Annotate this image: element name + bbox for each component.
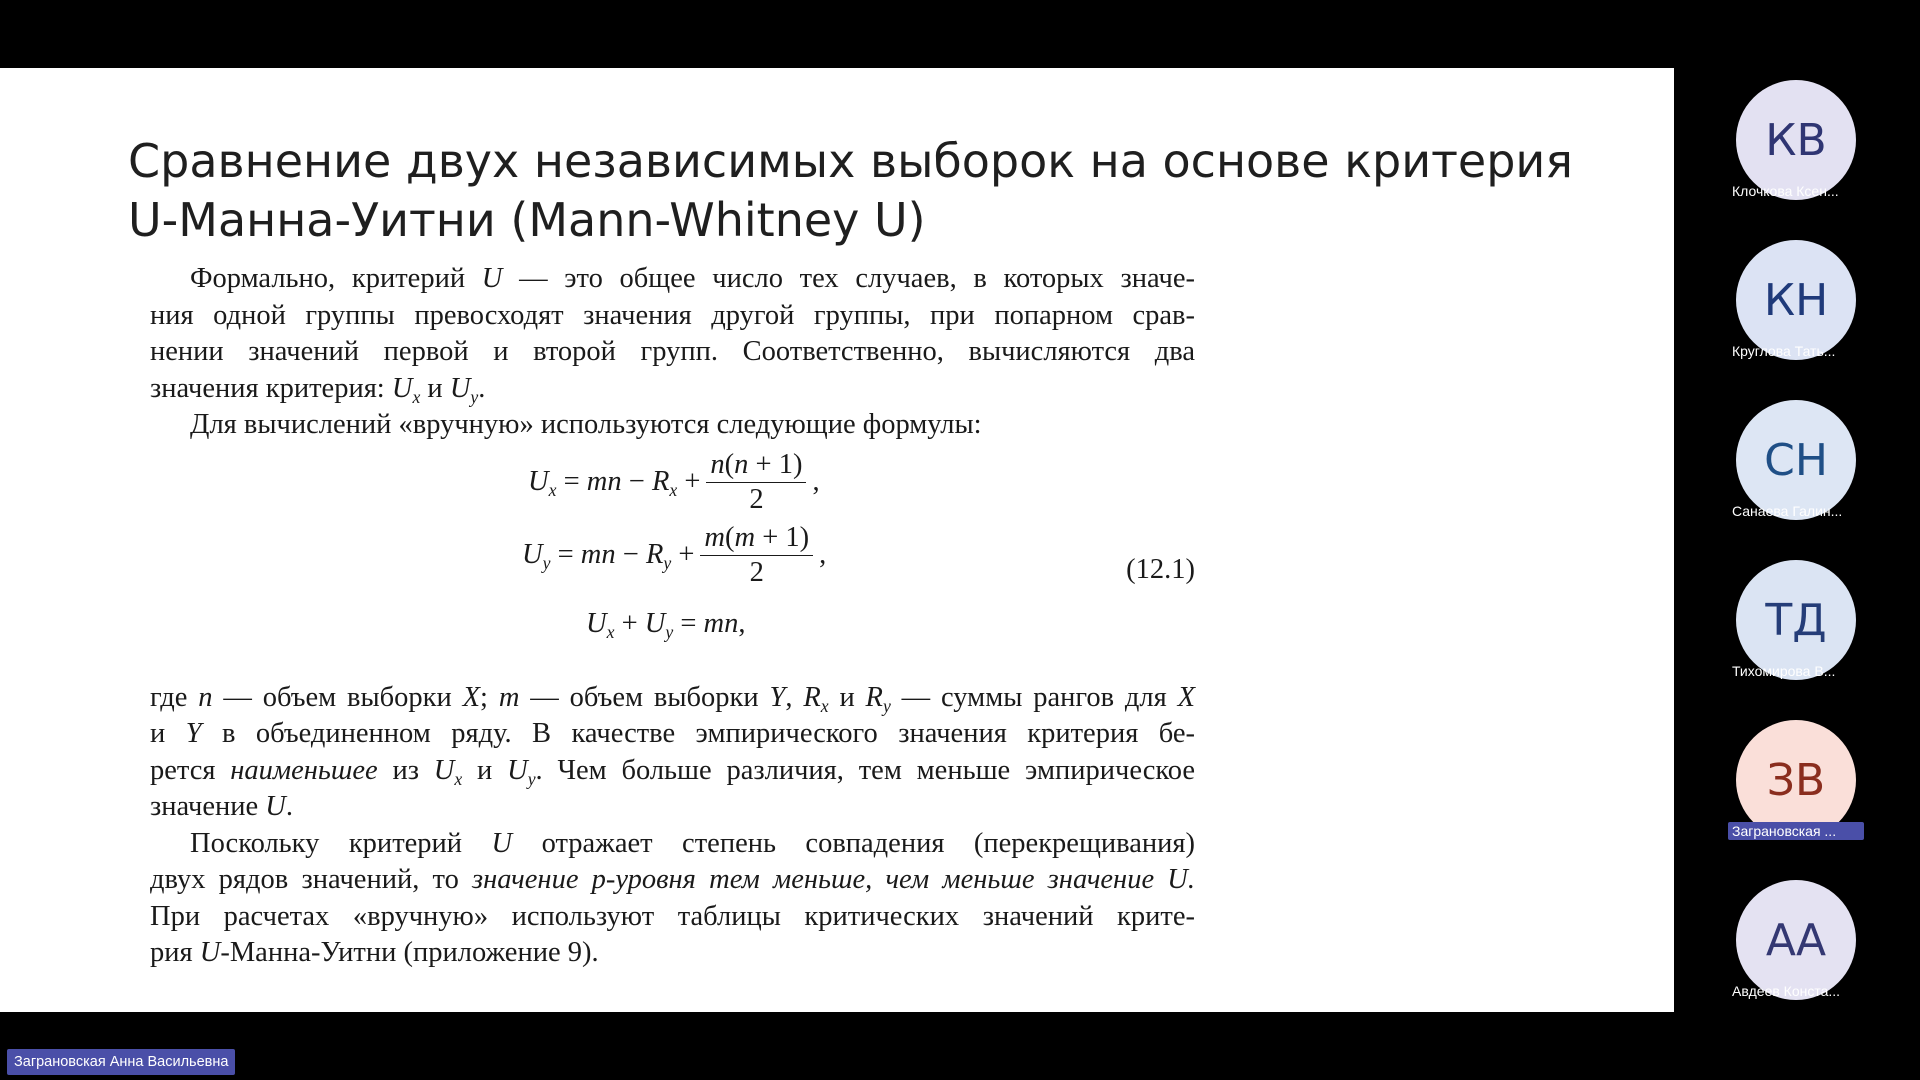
formula-sum: $U_x + U_y$ = mn, [586, 607, 746, 642]
participant-tile[interactable] [1674, 388, 1920, 528]
participant-name: Заграновская ... [1728, 822, 1864, 840]
text-line: Формально, критерий U — это общее число тех случаев, в которых значе- [190, 263, 1195, 294]
participant-tile[interactable] [1674, 228, 1920, 368]
participant-name: Клочкова Ксен... [1732, 183, 1839, 199]
equation-number: (12.1) [1126, 553, 1195, 585]
participant-name: Круглова Тать... [1732, 343, 1836, 359]
text-line: двух рядов значений, то значение p-уровня тем меньше, чем меньше значение U. [150, 864, 1195, 895]
text-line: значения критерия: $U_x$ и $U_y$. [150, 372, 486, 407]
participant-tile[interactable] [1674, 548, 1920, 688]
avatar: СН [1736, 400, 1856, 520]
text-line: ния одной группы превосходят значения другой группы, при попарном срав- [150, 299, 1195, 331]
formula-ux: $U_x$ = mn − $R_x$ + $\frac{n(n + 1)}{2}$ , [528, 448, 820, 515]
text-line: Для вычислений «вручную» используются следующие формулы: [190, 409, 982, 440]
text-line: значение U. [150, 791, 293, 822]
avatar: ЗВ [1736, 720, 1856, 840]
avatar: КН [1736, 240, 1856, 360]
participant-tile[interactable] [1674, 68, 1920, 208]
text-line: Поскольку критерий U отражает степень совпадения (перекрещивания) [190, 827, 1195, 859]
participants-panel [1674, 68, 1920, 1012]
participant-name: Авдеев Конста... [1732, 983, 1841, 999]
slide-title [128, 132, 1628, 250]
avatar: АА [1736, 880, 1856, 1000]
participant-tile[interactable] [1674, 708, 1920, 848]
shared-slide [0, 68, 1674, 1012]
slide-title-line2: U-Манна-Уитни (Mann-Whitney U) [128, 193, 926, 247]
participant-name: Тихомирова В... [1732, 663, 1836, 679]
textbook-excerpt [150, 261, 1195, 972]
participant-tile[interactable] [1674, 868, 1920, 1008]
formula-block [150, 444, 1195, 680]
text-line: где n — объем выборки X; m — объем выборки Y, $R_x$ и $R_y$ — суммы рангов для X [150, 681, 1196, 716]
formula-uy: $U_y$ = mn − $R_y$ + $\frac{m(m + 1)}{2}$ , [522, 521, 827, 588]
text-line: рия U-Манна-Уитни (приложение 9). [150, 937, 599, 968]
text-line: рется наименьшее из $U_x$ и $U_y$. Чем больше различия, тем меньше эмпирическое [150, 754, 1195, 789]
avatar: КВ [1736, 80, 1856, 200]
text-line: и Y в объединенном ряду. В качестве эмпирического значения критерия бе- [150, 718, 1195, 749]
slide-title-line1: Сравнение двух независимых выборок на основе критерия [128, 134, 1573, 188]
avatar: ТД [1736, 560, 1856, 680]
text-line: нении значений первой и второй групп. Соответственно, вычисляются два [150, 336, 1195, 367]
presenter-name-label: Заграновская Анна Васильевна [7, 1049, 235, 1075]
text-line: При расчетах «вручную» используют таблицы критических значений крите- [150, 900, 1195, 932]
participant-name: Санаева Галин... [1732, 503, 1843, 519]
